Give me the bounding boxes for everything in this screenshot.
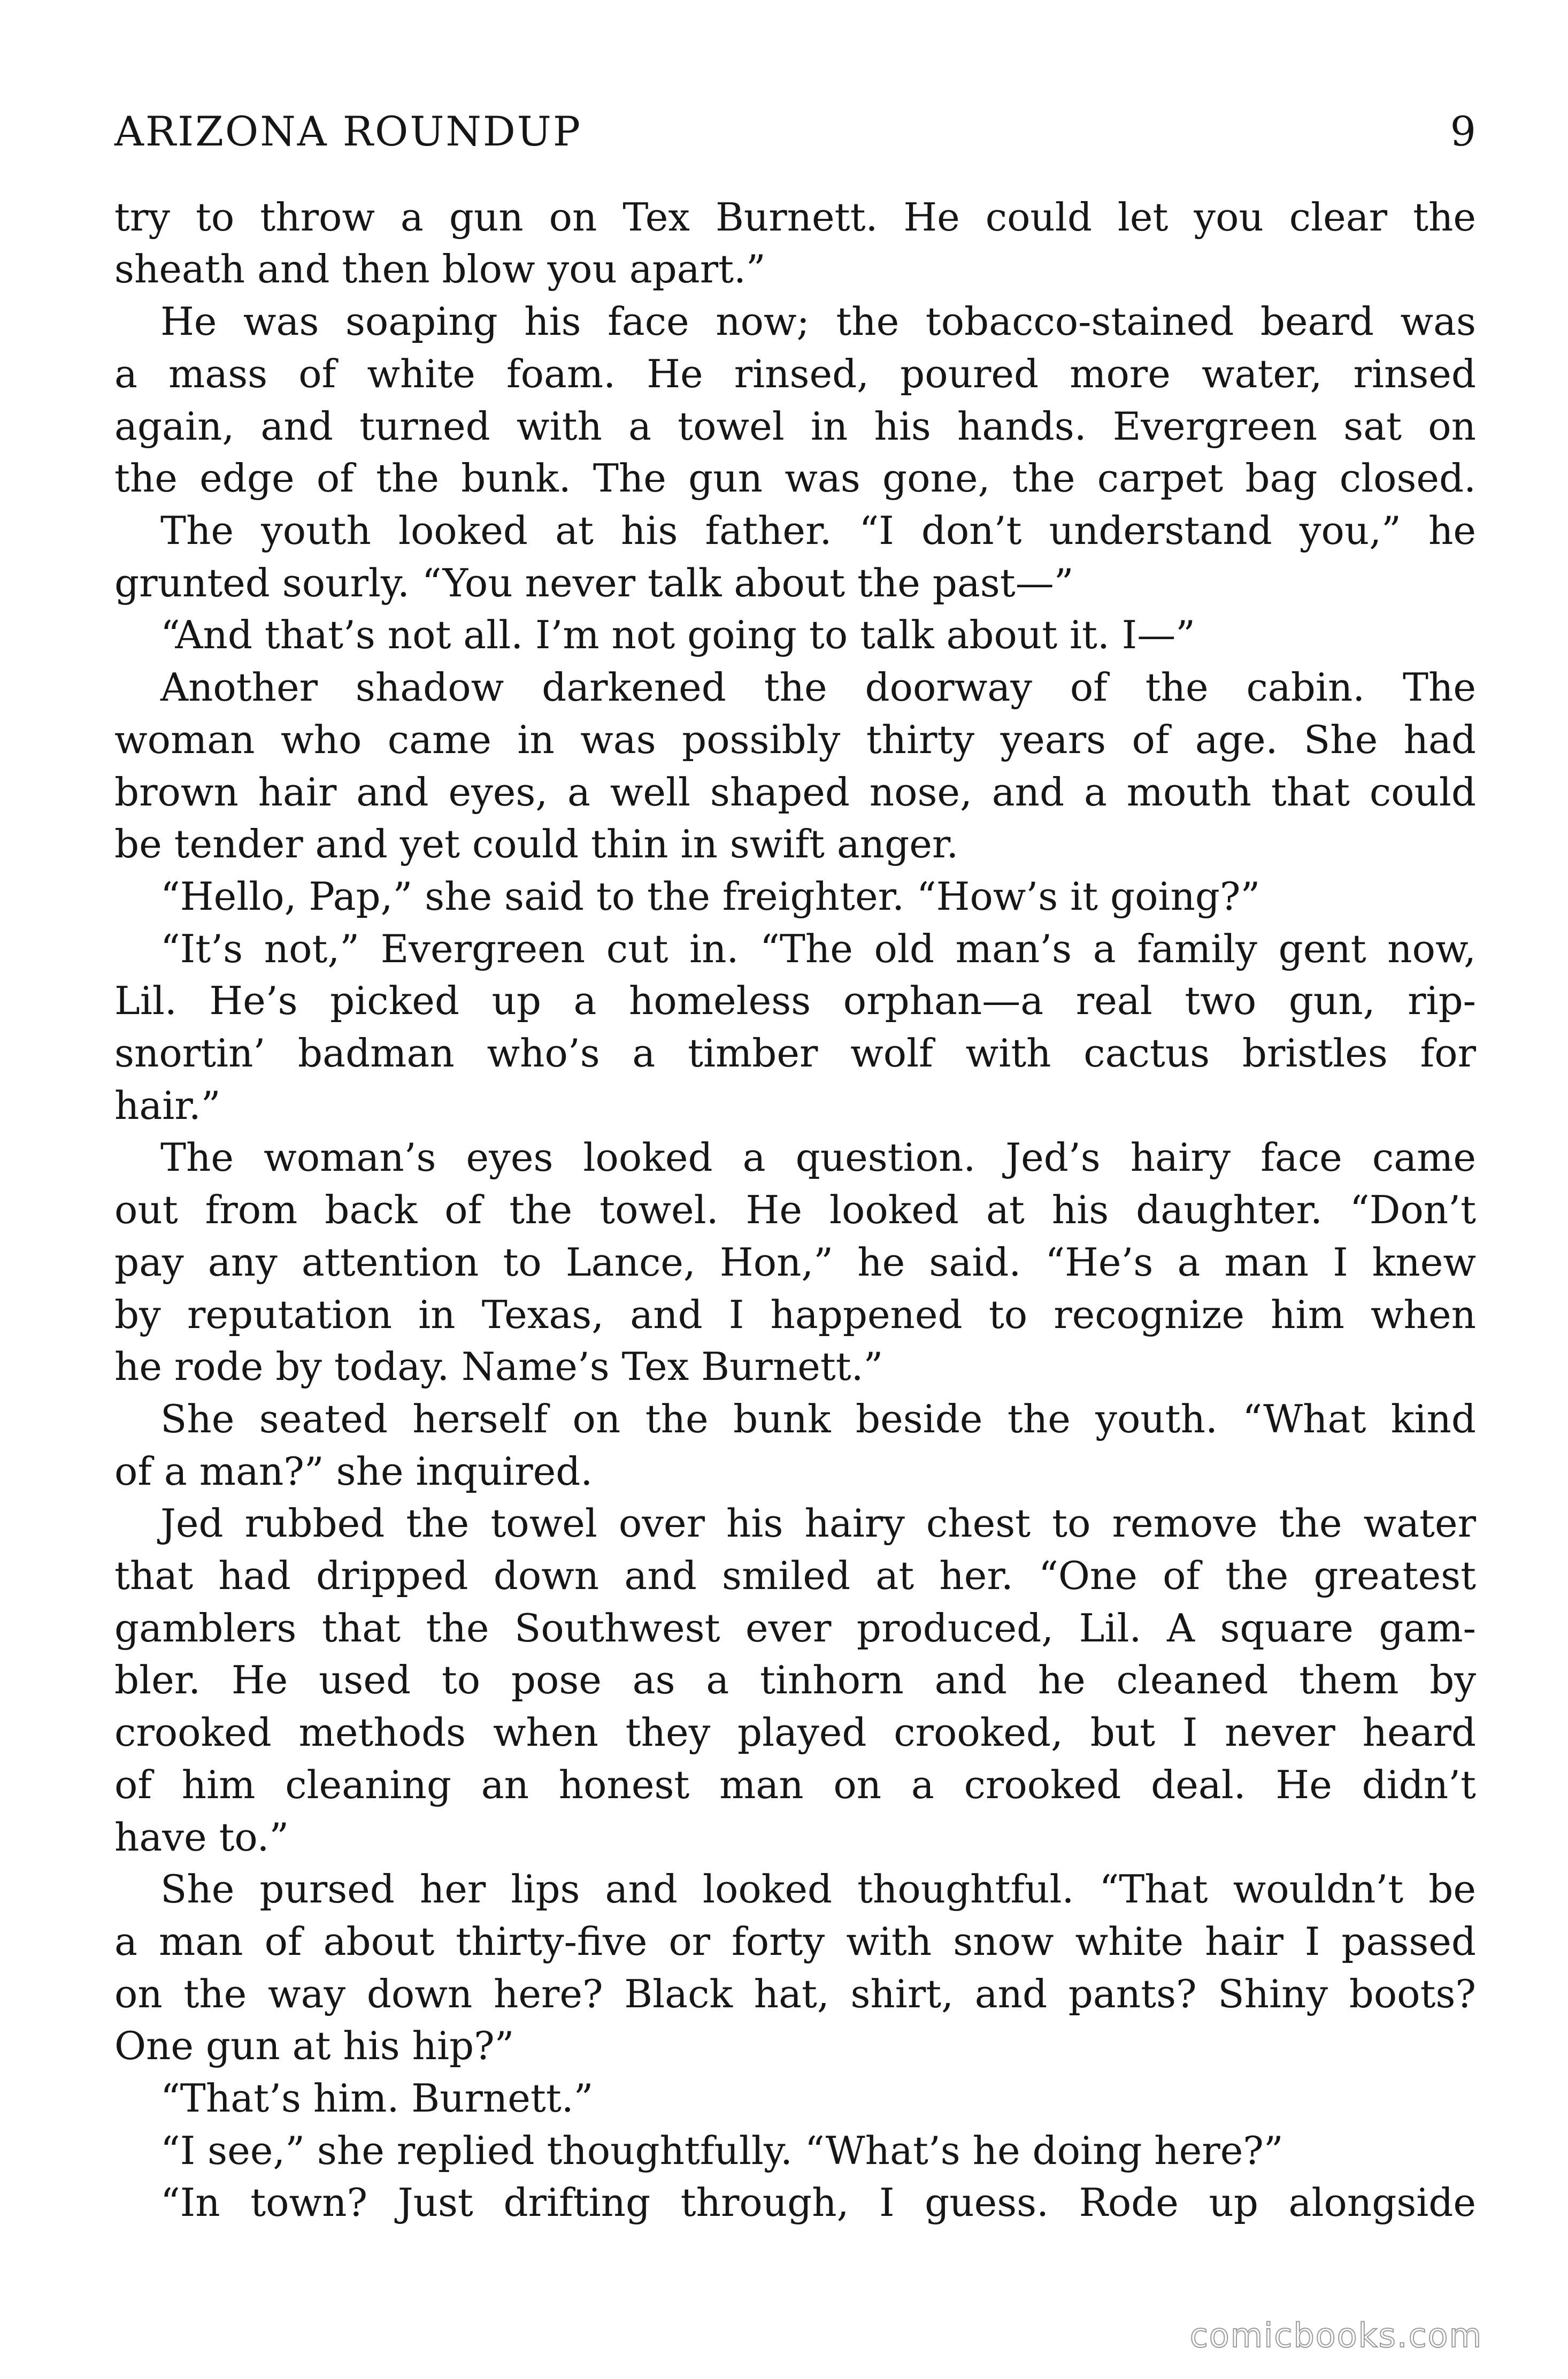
text-line: sheath and then blow you apart.” [114,247,766,291]
text-line: gamblers that the Southwest ever produced, Lil. A square gam- [114,1606,1476,1651]
text-line: woman who came in was possibly thirty years of age. She had [114,717,1476,762]
text-line: try to throw a gun on Tex Burnett. He could let you clear the [114,195,1476,240]
text-line: “And that’s not all. I’m not going to talk about it. I—” [160,612,1195,657]
text-line: brown hair and eyes, a well shaped nose, and a mouth that could [114,770,1476,815]
text-line: “It’s not,” Evergreen cut in. “The old man’s a family gent now, [160,926,1476,971]
text-line: a man of about thirty-five or forty with snow white hair I passed [114,1919,1476,1964]
text-line: He was soaping his face now; the tobacco-stained beard was [160,299,1476,344]
text-line: Lil. He’s picked up a homeless orphan—a real two gun, rip- [114,978,1476,1023]
text-line: be tender and yet could thin in swift anger. [114,822,959,866]
text-line: The youth looked at his father. “I don’t understand you,” he [160,508,1476,553]
text-line: grunted sourly. “You never talk about the past—” [114,561,1074,605]
text-line: The woman’s eyes looked a question. Jed’s hairy face came [160,1135,1476,1180]
text-line: hair.” [114,1083,221,1128]
text-line: of a man?” she inquired. [114,1449,593,1494]
text-line: “I see,” she replied thoughtfully. “What’s he doing here?” [160,2128,1283,2173]
text-line: Jed rubbed the towel over his hairy chest to remove the water [160,1501,1476,1546]
text-line: She seated herself on the bunk beside the youth. “What kind [160,1396,1476,1441]
text-line: bler. He used to pose as a tinhorn and he cleaned them by [114,1657,1476,1702]
page-number: 9 [1450,108,1476,155]
text-line: “Hello, Pap,” she said to the freighter. “How’s it going?” [160,874,1260,919]
text-line: a mass of white foam. He rinsed, poured more water, rinsed [114,351,1476,396]
text-line: “That’s him. Burnett.” [160,2076,594,2121]
text-line: She pursed her lips and looked thoughtful. “That wouldn’t be [160,1867,1476,1912]
text-line: Another shadow darkened the doorway of the cabin. The [160,665,1476,710]
text-line: by reputation in Texas, and I happened to recognize him when [114,1292,1476,1337]
text-line: again, and turned with a towel in his hands. Evergreen sat on [114,404,1476,449]
running-title: ARIZONA ROUNDUP [114,108,582,155]
text-line: have to.” [114,1815,289,1860]
text-line: out from back of the towel. He looked at his daughter. “Don’t [114,1187,1476,1232]
text-line: pay any attention to Lance, Hon,” he said. “He’s a man I knew [114,1240,1476,1285]
text-line: snortin’ badman who’s a timber wolf with cactus bristles for [114,1031,1476,1076]
text-line: he rode by today. Name’s Tex Burnett.” [114,1344,883,1389]
text-line: crooked methods when they played crooked, but I never heard [114,1710,1476,1755]
text-line: “In town? Just drifting through, I guess. Rode up alongside [160,2180,1476,2225]
watermark: comicbooks.com [1189,2316,1482,2355]
text-line: of him cleaning an honest man on a crooked deal. He didn’t [114,1762,1476,1807]
text-line: One gun at his hip?” [114,2023,514,2068]
text-line: that had dripped down and smiled at her. “One of the greatest [114,1553,1476,1598]
text-line: on the way down here? Black hat, shirt, and pants? Shiny boots? [114,1971,1476,2016]
text-line: the edge of the bunk. The gun was gone, the carpet bag closed. [114,456,1476,501]
